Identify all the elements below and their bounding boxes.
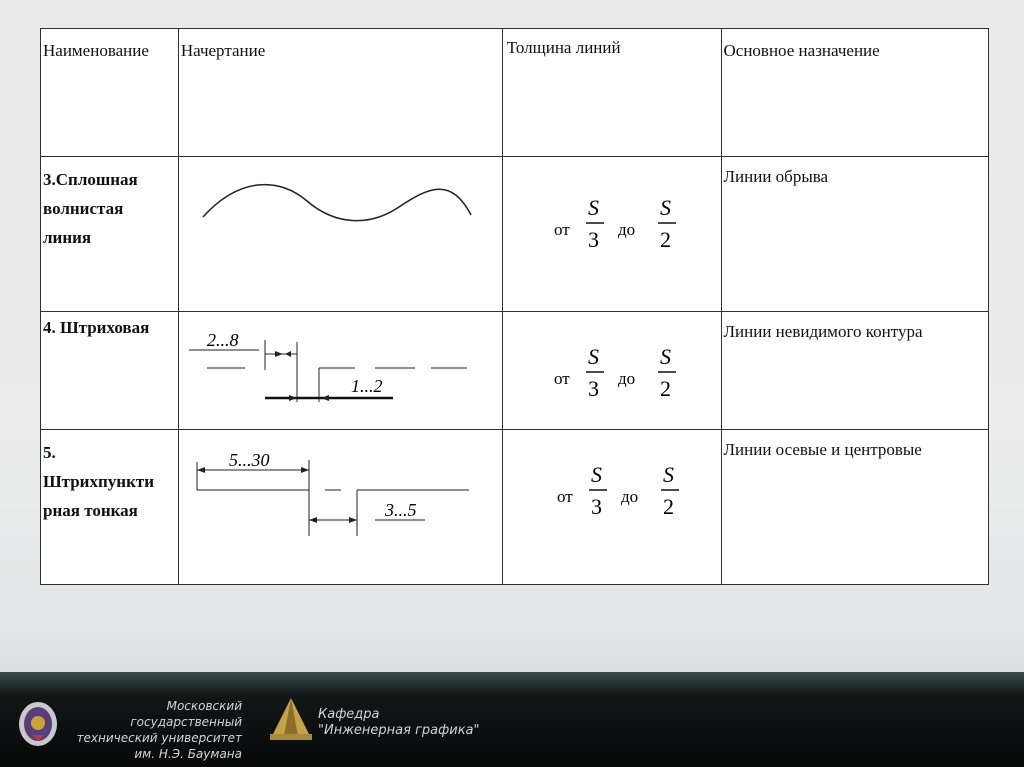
department-name: Кафедра "Инженерная графика" bbox=[318, 707, 480, 738]
university-crest-icon bbox=[18, 701, 58, 747]
table-header-row bbox=[41, 29, 989, 157]
row-purpose-cell bbox=[721, 312, 989, 430]
line-types-table bbox=[40, 28, 989, 585]
row-thickness-cell bbox=[502, 312, 721, 430]
row-purpose-cell bbox=[721, 157, 989, 312]
header-drawing: Начертание bbox=[178, 29, 502, 157]
row-thickness-cell bbox=[502, 157, 721, 312]
thickness-formula bbox=[540, 181, 685, 274]
row-name-cell bbox=[41, 430, 179, 585]
row-purpose-cell bbox=[721, 430, 989, 585]
thickness-formula bbox=[543, 448, 688, 541]
row-drawing-cell bbox=[178, 430, 502, 585]
row-drawing-cell bbox=[178, 312, 502, 430]
header-purpose: Основное назначение bbox=[721, 29, 989, 157]
svg-text:до: до bbox=[617, 220, 635, 239]
svg-text:2...8: 2...8 bbox=[206, 330, 239, 350]
svg-text:3: 3 bbox=[587, 376, 599, 401]
svg-text:2: 2 bbox=[659, 227, 671, 252]
table-row bbox=[41, 312, 989, 430]
svg-text:S: S bbox=[590, 462, 602, 487]
row-purpose: Линии невидимого контура bbox=[723, 322, 923, 341]
svg-text:3: 3 bbox=[590, 494, 602, 519]
svg-text:до: до bbox=[620, 487, 638, 506]
row-name-cell bbox=[41, 312, 179, 430]
department-logo-icon bbox=[268, 696, 314, 742]
dashed-line-drawing bbox=[179, 316, 487, 408]
svg-text:S: S bbox=[587, 195, 599, 220]
svg-text:S: S bbox=[659, 344, 671, 369]
row-name: 3.Сплошная волнистая линия bbox=[43, 170, 138, 247]
row-name-cell bbox=[41, 157, 179, 312]
svg-text:S: S bbox=[659, 195, 671, 220]
header-name: Наименование bbox=[41, 29, 179, 157]
table-row bbox=[41, 157, 989, 312]
row-purpose: Линии осевые и центровые bbox=[723, 440, 922, 459]
header-thickness: Толщина линий bbox=[502, 29, 721, 157]
row-purpose: Линии обрыва bbox=[723, 167, 829, 186]
svg-text:3: 3 bbox=[587, 227, 599, 252]
svg-text:3...5: 3...5 bbox=[384, 500, 417, 520]
svg-text:S: S bbox=[587, 344, 599, 369]
svg-text:5...30: 5...30 bbox=[228, 450, 270, 470]
wavy-line-drawing bbox=[189, 169, 492, 237]
svg-text:от: от bbox=[553, 369, 570, 388]
thickness-formula bbox=[540, 330, 685, 423]
row-name: 5. Штрихпункти рная тонкая bbox=[43, 443, 155, 520]
svg-text:S: S bbox=[662, 462, 674, 487]
svg-text:до: до bbox=[617, 369, 635, 388]
svg-text:1...2: 1...2 bbox=[350, 376, 383, 396]
row-thickness-cell bbox=[502, 430, 721, 585]
svg-text:2: 2 bbox=[662, 494, 674, 519]
university-name: Московский государственный технический университет им. Н.Э. Баумана bbox=[76, 699, 242, 761]
dash-dot-line-drawing bbox=[179, 440, 491, 544]
table-row bbox=[41, 430, 989, 585]
row-drawing-cell bbox=[178, 157, 502, 312]
svg-text:от: от bbox=[553, 220, 570, 239]
svg-text:2: 2 bbox=[659, 376, 671, 401]
row-name: 4. Штриховая bbox=[43, 318, 150, 337]
svg-text:от: от bbox=[556, 487, 573, 506]
